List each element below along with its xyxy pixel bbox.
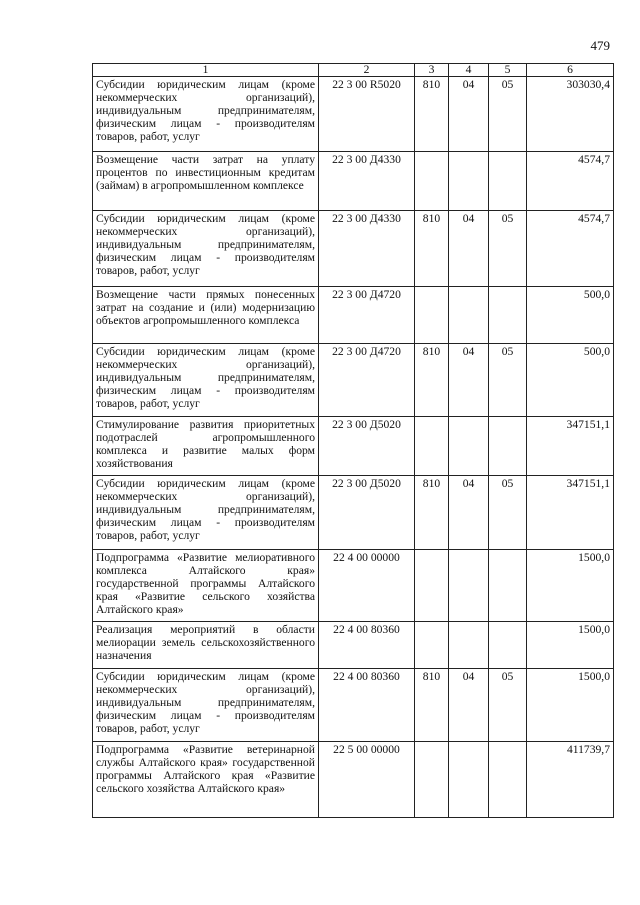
row-section [449, 417, 489, 476]
table-row [93, 344, 614, 417]
row-target-article: 22 4 00 80360 [319, 622, 415, 669]
row-target-article: 22 4 00 00000 [319, 550, 415, 622]
row-expense-type: 810 [415, 77, 449, 152]
row-amount: 4574,7 [527, 211, 614, 287]
table-row [93, 550, 614, 622]
row-name: Субсидии юридическим лицам (кроме некоммерческих организаций), индивидуальным предпринимателям, физическим лицам - производителям товаров, работ, услуг [93, 77, 319, 152]
table-row [93, 742, 614, 818]
row-section: 04 [449, 476, 489, 550]
row-subsection: 05 [489, 476, 527, 550]
row-expense-type [415, 287, 449, 344]
row-subsection [489, 417, 527, 476]
table-header-row [93, 64, 614, 77]
row-section [449, 152, 489, 211]
row-amount: 411739,7 [527, 742, 614, 818]
table-body [93, 77, 614, 818]
row-expense-type [415, 417, 449, 476]
row-target-article: 22 4 00 80360 [319, 669, 415, 742]
row-section: 04 [449, 669, 489, 742]
row-subsection: 05 [489, 77, 527, 152]
table-row [93, 287, 614, 344]
row-amount: 1500,0 [527, 622, 614, 669]
row-name: Подпрограмма «Развитие ветеринарной службы Алтайского края» государственной программы Алтайского края «Развитие сельского хозяйства Алтайского края» [93, 742, 319, 818]
row-name: Стимулирование развития приоритетных подотраслей агропромышленного комплекса и развитие малых форм хозяйствования [93, 417, 319, 476]
row-expense-type: 810 [415, 476, 449, 550]
table-row [93, 476, 614, 550]
row-expense-type [415, 622, 449, 669]
row-section: 04 [449, 77, 489, 152]
row-subsection [489, 287, 527, 344]
table-row [93, 417, 614, 476]
row-amount: 500,0 [527, 287, 614, 344]
row-section [449, 550, 489, 622]
row-amount: 347151,1 [527, 476, 614, 550]
row-section [449, 622, 489, 669]
table-row [93, 211, 614, 287]
row-expense-type: 810 [415, 344, 449, 417]
row-name: Субсидии юридическим лицам (кроме некоммерческих организаций), индивидуальным предпринимателям, физическим лицам - производителям товаров, работ, услуг [93, 344, 319, 417]
column-header-3: 3 [415, 64, 449, 77]
column-header-1: 1 [93, 64, 319, 77]
table-row [93, 669, 614, 742]
row-target-article: 22 3 00 Д5020 [319, 476, 415, 550]
column-header-5: 5 [489, 64, 527, 77]
row-target-article: 22 3 00 Д4720 [319, 287, 415, 344]
row-name: Субсидии юридическим лицам (кроме некоммерческих организаций), индивидуальным предпринимателям, физическим лицам - производителям товаров, работ, услуг [93, 476, 319, 550]
row-section [449, 287, 489, 344]
table-row [93, 77, 614, 152]
row-target-article: 22 3 00 Д5020 [319, 417, 415, 476]
row-name: Подпрограмма «Развитие мелиоративного комплекса Алтайского края» государственной программы Алтайского края «Развитие сельского хозяйства Алтайского края» [93, 550, 319, 622]
budget-table [92, 63, 614, 818]
row-name: Возмещение части прямых понесенных затрат на создание и (или) модернизацию объектов агропромышленного комплекса [93, 287, 319, 344]
row-target-article: 22 3 00 Д4330 [319, 152, 415, 211]
row-target-article: 22 3 00 Д4330 [319, 211, 415, 287]
row-subsection [489, 742, 527, 818]
row-subsection: 05 [489, 211, 527, 287]
row-section [449, 742, 489, 818]
row-section: 04 [449, 344, 489, 417]
row-target-article: 22 3 00 R5020 [319, 77, 415, 152]
row-expense-type [415, 550, 449, 622]
row-amount: 347151,1 [527, 417, 614, 476]
row-subsection [489, 622, 527, 669]
row-section: 04 [449, 211, 489, 287]
row-expense-type: 810 [415, 211, 449, 287]
row-target-article: 22 3 00 Д4720 [319, 344, 415, 417]
row-name: Реализация мероприятий в области мелиорации земель сельскохозяйственного назначения [93, 622, 319, 669]
row-expense-type [415, 152, 449, 211]
column-header-6: 6 [527, 64, 614, 77]
row-name: Возмещение части затрат на уплату процентов по инвестиционным кредитам (займам) в агропромышленном комплексе [93, 152, 319, 211]
row-amount: 1500,0 [527, 669, 614, 742]
column-header-2: 2 [319, 64, 415, 77]
row-expense-type [415, 742, 449, 818]
row-name: Субсидии юридическим лицам (кроме некоммерческих организаций), индивидуальным предпринимателям, физическим лицам - производителям товаров, работ, услуг [93, 669, 319, 742]
row-expense-type: 810 [415, 669, 449, 742]
row-amount: 4574,7 [527, 152, 614, 211]
row-subsection: 05 [489, 669, 527, 742]
row-subsection: 05 [489, 344, 527, 417]
table-row [93, 622, 614, 669]
row-amount: 500,0 [527, 344, 614, 417]
page-number: 479 [590, 38, 610, 53]
table-row [93, 152, 614, 211]
row-name: Субсидии юридическим лицам (кроме некоммерческих организаций), индивидуальным предпринимателям, физическим лицам - производителям товаров, работ, услуг [93, 211, 319, 287]
row-amount: 1500,0 [527, 550, 614, 622]
row-subsection [489, 152, 527, 211]
row-target-article: 22 5 00 00000 [319, 742, 415, 818]
row-subsection [489, 550, 527, 622]
column-header-4: 4 [449, 64, 489, 77]
row-amount: 303030,4 [527, 77, 614, 152]
